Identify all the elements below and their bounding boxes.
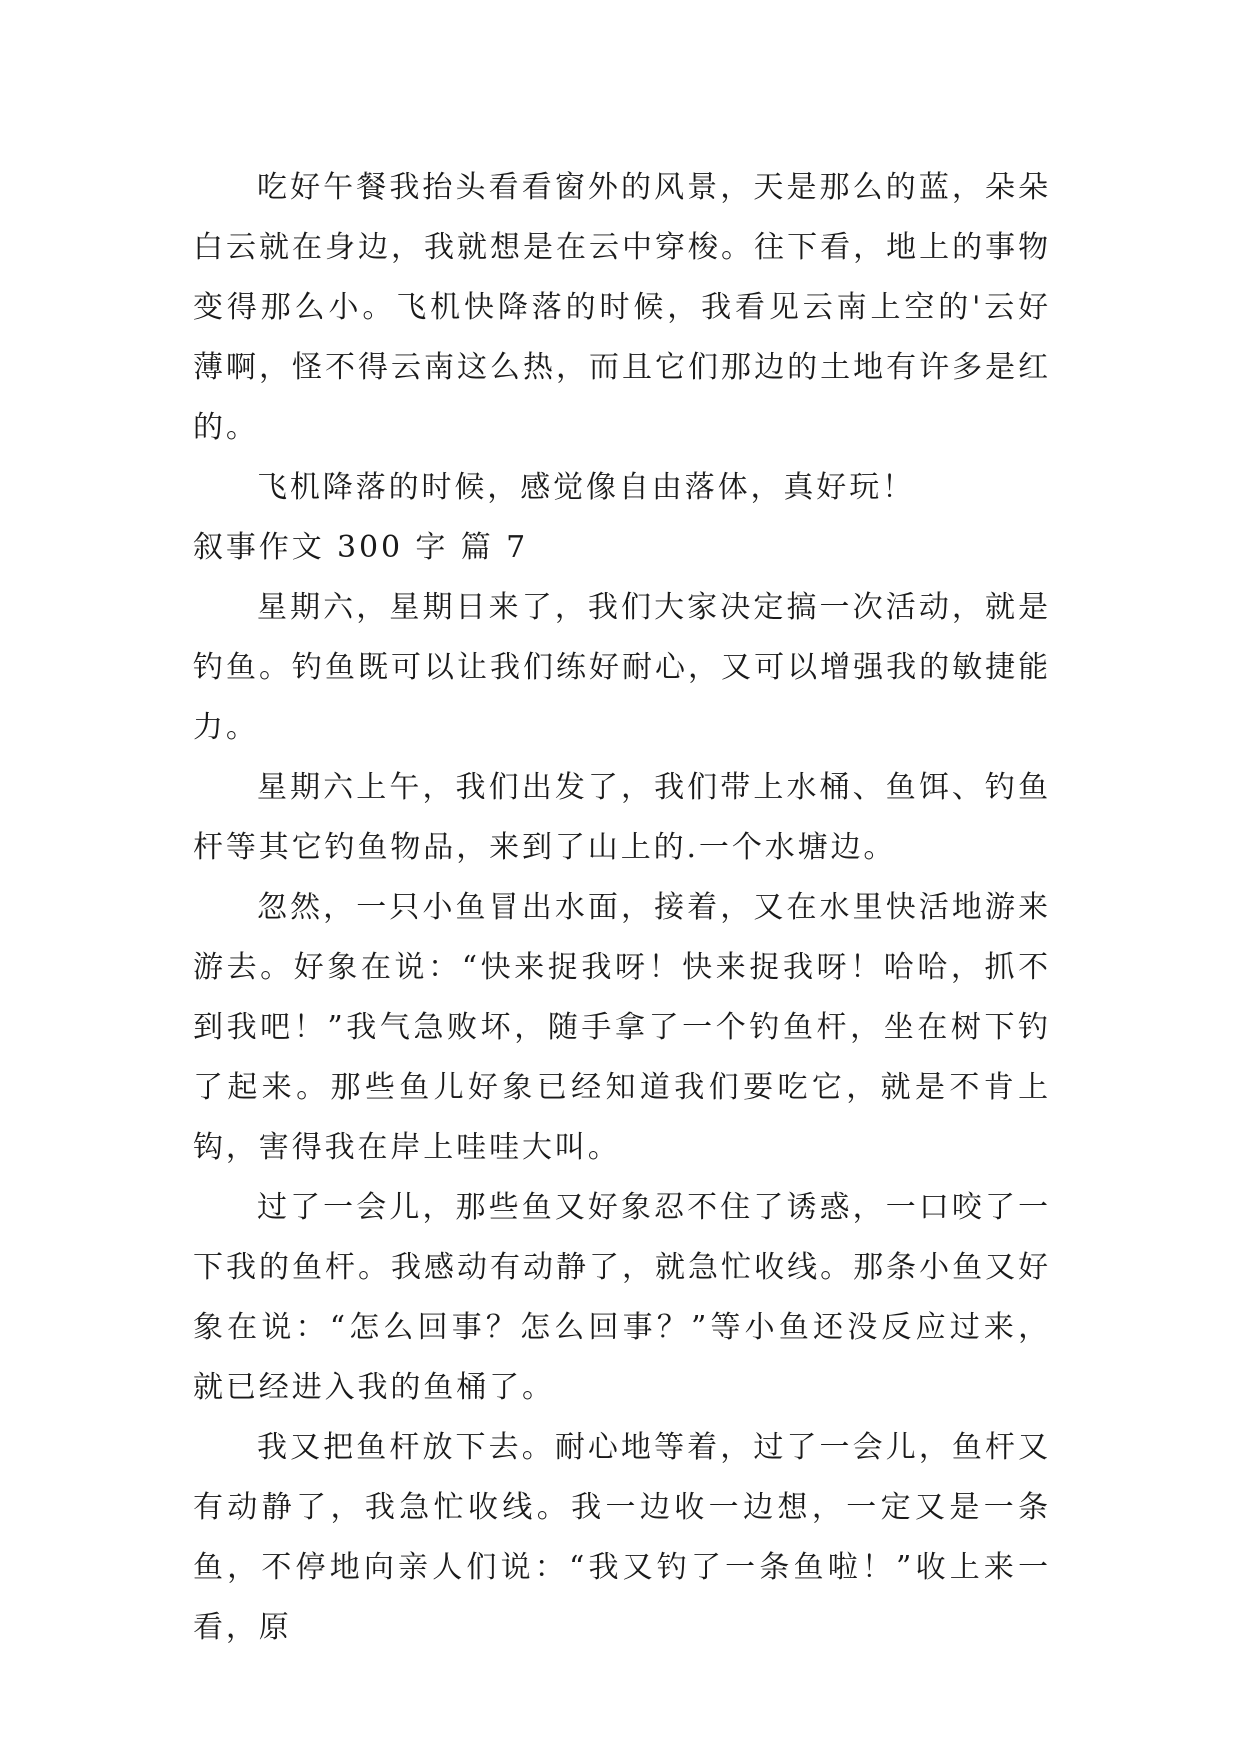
paragraph-fish-appears: 忽然，一只小鱼冒出水面，接着，又在水里快活地游来游去。好象在说：“快来捉我呀！快来捉我呀！哈哈，抓不到我吧！”我气急败坏，随手拿了一个钓鱼杆，坐在树下钓了起来。那些鱼儿好象已经知道我们要吃它，就是不肯上钩，害得我在岸上哇哇大叫。 bbox=[193, 890, 1051, 1165]
paragraph-first-catch: 过了一会儿，那些鱼又好象忍不住了诱惑，一口咬了一下我的鱼杆。我感动有动静了，就急忙收线。那条小鱼又好象在说：“怎么回事？怎么回事？”等小鱼还没反应过来，就已经进入我的鱼桶了。 bbox=[193, 1190, 1051, 1405]
paragraph-setting-out: 星期六上午，我们出发了，我们带上水桶、鱼饵、钓鱼杆等其它钓鱼物品，来到了山上的.一个水塘边。 bbox=[193, 770, 1051, 865]
paragraph-weekend-plan: 星期六，星期日来了，我们大家决定搞一次活动，就是钓鱼。钓鱼既可以让我们练好耐心，又可以增强我的敏捷能力。 bbox=[193, 590, 1051, 745]
paragraph-second-cast: 我又把鱼杆放下去。耐心地等着，过了一会儿，鱼杆又有动静了，我急忙收线。我一边收一边想，一定又是一条鱼，不停地向亲人们说：“我又钓了一条鱼啦！”收上来一看，原 bbox=[193, 1430, 1051, 1645]
paragraph-airplane-landing: 飞机降落的时候，感觉像自由落体，真好玩！ bbox=[257, 470, 915, 505]
paragraph-airplane-view: 吃好午餐我抬头看看窗外的风景，天是那么的蓝，朵朵白云就在身边，我就想是在云中穿梭。往下看，地上的事物变得那么小。飞机快降落的时候，我看见云南上空的'云好薄啊，怪不得云南这么热，而且它们那边的土地有许多是红的。 bbox=[193, 170, 1051, 445]
essay-heading: 叙事作文 300 字 篇 7 bbox=[193, 530, 529, 565]
document-body bbox=[193, 158, 1051, 1658]
